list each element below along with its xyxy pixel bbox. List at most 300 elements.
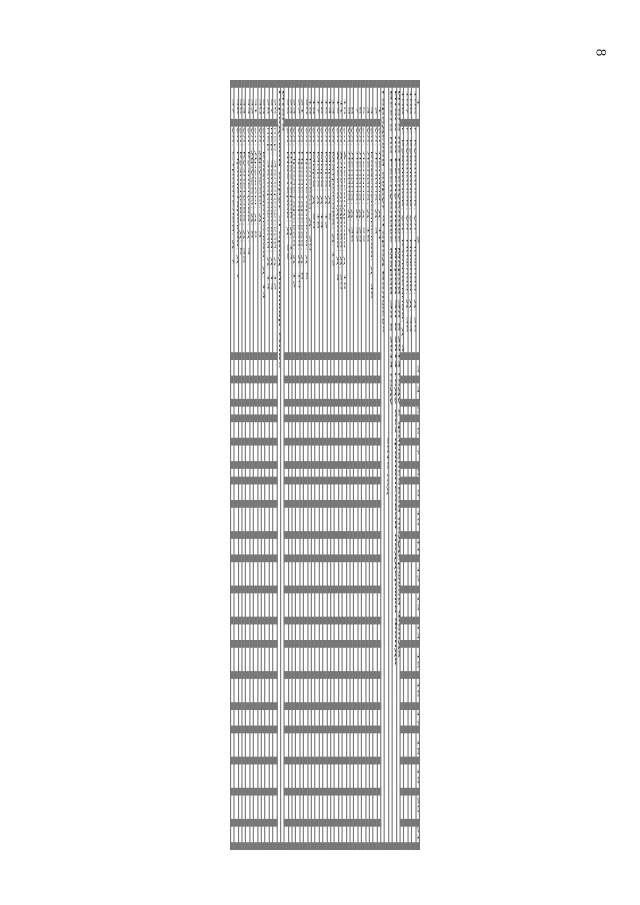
table-cell — [323, 462, 327, 483]
address-cell: ул. Мира, д. 20 — [311, 121, 315, 359]
table-cell — [373, 421, 377, 442]
table-cell: 18 — [311, 84, 315, 121]
table-cell — [362, 421, 366, 442]
table-cell — [408, 462, 412, 483]
table-cell — [238, 761, 242, 790]
table-cell — [292, 733, 296, 762]
table-cell — [257, 462, 261, 483]
table-cell — [335, 560, 339, 589]
table-cell — [369, 790, 373, 819]
table-cell — [254, 359, 258, 380]
table-cell — [288, 379, 292, 400]
table-cell — [315, 503, 319, 532]
table-cell — [261, 532, 265, 560]
table-cell — [362, 819, 366, 848]
table-cell — [369, 462, 373, 483]
table-cell — [261, 589, 265, 618]
table-cell: 36 — [234, 84, 238, 121]
table-cell — [265, 503, 269, 532]
table-cell — [250, 421, 254, 442]
table-cell — [331, 483, 335, 504]
table-cell — [350, 704, 354, 733]
table-cell — [369, 733, 373, 762]
column-header: 10 — [416, 503, 420, 532]
table-cell — [284, 441, 288, 462]
address-cell: г. Кувшинов, ул. Нижняя, д. 34 — [408, 121, 412, 359]
column-header: 14 — [416, 617, 420, 646]
table-cell — [327, 379, 331, 400]
address-cell: ул. Пролетарская, д. 12 — [292, 121, 296, 359]
table-cell — [311, 532, 315, 560]
table-row — [257, 84, 261, 848]
address-cell: ул. Мира, д. 14 — [319, 121, 323, 359]
table-cell: 37 — [230, 84, 234, 121]
table-cell — [284, 462, 288, 483]
table-cell — [311, 400, 315, 421]
table-cell — [338, 704, 342, 733]
table-cell — [284, 532, 288, 560]
table-cell — [269, 560, 273, 589]
table-cell — [261, 704, 265, 733]
table-cell — [346, 675, 350, 704]
table-cell — [342, 379, 346, 400]
table-cell: 26 — [273, 84, 277, 121]
table-cell — [365, 704, 369, 733]
table-cell — [234, 675, 238, 704]
table-cell — [311, 359, 315, 380]
table-cell — [234, 532, 238, 560]
address-cell: ул. Пролетарская, д. 10 — [296, 121, 300, 359]
table-cell — [358, 589, 362, 618]
table-cell — [354, 359, 358, 380]
table-cell — [369, 560, 373, 589]
column-header: 6 — [416, 421, 420, 442]
table-cell — [365, 589, 369, 618]
table-cell — [292, 441, 296, 462]
address-cell: ул. Александрова, д. 18 — [342, 121, 346, 359]
table-cell: 21 — [300, 84, 304, 121]
table-cell — [412, 421, 416, 442]
table-cell: 3 — [369, 84, 373, 121]
table-cell — [265, 617, 269, 646]
table-cell — [350, 560, 354, 589]
table-cell — [331, 503, 335, 532]
table-cell — [242, 819, 246, 848]
table-cell — [331, 646, 335, 675]
table-row — [404, 84, 408, 848]
table-cell — [400, 379, 404, 400]
table-cell — [234, 589, 238, 618]
table-cell — [311, 733, 315, 762]
table-cell — [404, 483, 408, 504]
table-cell — [362, 462, 366, 483]
table-cell — [404, 532, 408, 560]
table-cell — [250, 462, 254, 483]
table-cell — [273, 704, 277, 733]
table-cell — [369, 589, 373, 618]
address-cell: г. Кувшинов, ул. Юбилейная, д. 4 — [400, 121, 404, 359]
table-cell — [315, 400, 319, 421]
table-cell — [319, 421, 323, 442]
table-row — [362, 84, 366, 848]
table-row — [273, 84, 277, 848]
table-cell — [342, 560, 346, 589]
table-cell — [254, 704, 258, 733]
table-cell — [412, 589, 416, 618]
table-cell — [335, 462, 339, 483]
table-cell — [234, 761, 238, 790]
table-cell: 16 — [319, 84, 323, 121]
table-cell — [292, 462, 296, 483]
table-cell — [311, 462, 315, 483]
table-row — [261, 84, 265, 848]
table-cell — [238, 733, 242, 762]
table-row — [377, 84, 381, 848]
table-cell — [292, 503, 296, 532]
table-cell — [300, 617, 304, 646]
table-cell — [342, 503, 346, 532]
table-cell — [230, 532, 234, 560]
table-cell — [288, 503, 292, 532]
table-cell — [311, 379, 315, 400]
table-cell — [412, 704, 416, 733]
table-cell — [408, 441, 412, 462]
table-cell — [404, 646, 408, 675]
table-cell — [261, 790, 265, 819]
table-cell — [369, 441, 373, 462]
table-cell — [273, 790, 277, 819]
table-cell — [296, 761, 300, 790]
table-cell — [377, 503, 381, 532]
table-cell: 13 — [331, 84, 335, 121]
table-cell — [265, 400, 269, 421]
table-cell — [257, 560, 261, 589]
table-cell — [257, 400, 261, 421]
table-cell — [292, 704, 296, 733]
table-cell — [377, 532, 381, 560]
table-cell — [342, 532, 346, 560]
table-cell — [250, 675, 254, 704]
table-cell — [408, 379, 412, 400]
rotated-table-container — [230, 80, 420, 850]
table-cell — [242, 462, 246, 483]
table-cell — [373, 675, 377, 704]
table-cell — [250, 532, 254, 560]
table-cell — [350, 617, 354, 646]
table-cell — [257, 589, 261, 618]
table-cell — [308, 400, 312, 421]
table-cell — [238, 379, 242, 400]
table-cell — [257, 761, 261, 790]
table-cell — [358, 532, 362, 560]
table-cell — [315, 379, 319, 400]
table-cell — [412, 441, 416, 462]
table-cell — [308, 483, 312, 504]
table-cell — [373, 379, 377, 400]
table-cell — [377, 462, 381, 483]
table-cell — [327, 790, 331, 819]
table-cell — [365, 532, 369, 560]
table-cell — [373, 733, 377, 762]
table-cell — [404, 503, 408, 532]
table-cell: 2 — [373, 84, 377, 121]
table-row — [365, 84, 369, 848]
table-cell — [350, 462, 354, 483]
table-cell — [338, 441, 342, 462]
table-cell — [331, 704, 335, 733]
table-cell: 9 — [346, 84, 350, 121]
table-cell — [230, 379, 234, 400]
table-cell — [246, 761, 250, 790]
table-cell — [319, 379, 323, 400]
table-cell — [346, 704, 350, 733]
table-cell — [234, 441, 238, 462]
section-row — [396, 84, 400, 848]
table-cell — [296, 359, 300, 380]
table-cell — [327, 704, 331, 733]
table-cell — [342, 675, 346, 704]
table-cell — [315, 790, 319, 819]
table-cell — [342, 589, 346, 618]
table-cell — [319, 733, 323, 762]
table-cell — [288, 462, 292, 483]
table-cell — [327, 359, 331, 380]
table-cell — [261, 503, 265, 532]
table-cell — [304, 675, 308, 704]
table-cell — [327, 441, 331, 462]
table-cell — [250, 359, 254, 380]
table-row — [311, 84, 315, 848]
table-cell — [296, 704, 300, 733]
table-cell — [250, 617, 254, 646]
section-row — [381, 84, 385, 848]
table-cell — [292, 819, 296, 848]
table-cell — [346, 441, 350, 462]
table-cell — [304, 462, 308, 483]
address-cell: ул. Мира, д. 12 — [323, 121, 327, 359]
table-cell — [408, 483, 412, 504]
table-cell — [265, 646, 269, 675]
address-cell: ул. Мира, д. 18 — [315, 121, 319, 359]
table-cell — [292, 646, 296, 675]
table-cell — [246, 441, 250, 462]
table-cell — [242, 503, 246, 532]
table-cell — [350, 733, 354, 762]
table-cell — [308, 532, 312, 560]
table-cell — [358, 400, 362, 421]
table-cell — [230, 733, 234, 762]
table-cell — [308, 462, 312, 483]
table-cell — [327, 560, 331, 589]
table-cell — [273, 560, 277, 589]
table-cell — [300, 589, 304, 618]
table-cell — [358, 646, 362, 675]
table-cell — [273, 421, 277, 442]
address-cell: ул. Ленина, д. 7 — [346, 121, 350, 359]
table-cell — [311, 589, 315, 618]
table-cell — [358, 503, 362, 532]
table-cell — [338, 589, 342, 618]
table-cell — [284, 503, 288, 532]
table-cell — [373, 617, 377, 646]
table-cell — [300, 761, 304, 790]
table-cell — [377, 819, 381, 848]
table-cell — [250, 761, 254, 790]
table-cell — [238, 790, 242, 819]
table-cell — [377, 790, 381, 819]
table-cell — [408, 704, 412, 733]
table-cell — [315, 462, 319, 483]
table-cell — [362, 379, 366, 400]
table-cell — [408, 675, 412, 704]
table-row — [327, 84, 331, 848]
table-cell — [304, 704, 308, 733]
table-cell — [284, 400, 288, 421]
address-cell: г. Кувшинов, ул. Нижняя, д. 26 — [412, 121, 416, 359]
table-row — [269, 84, 273, 848]
table-cell — [338, 483, 342, 504]
table-cell — [308, 790, 312, 819]
table-cell — [311, 421, 315, 442]
table-cell — [412, 483, 416, 504]
address-cell: ул. Дружбы, д. 4 — [257, 121, 261, 359]
column-header: 15 — [416, 646, 420, 675]
table-cell — [265, 421, 269, 442]
table-cell — [346, 532, 350, 560]
table-cell — [230, 617, 234, 646]
table-cell — [234, 483, 238, 504]
table-cell — [358, 617, 362, 646]
table-cell — [335, 483, 339, 504]
table-cell — [296, 589, 300, 618]
table-row — [315, 84, 319, 848]
table-cell — [269, 421, 273, 442]
table-cell — [342, 733, 346, 762]
table-cell — [265, 790, 269, 819]
table-row — [242, 84, 246, 848]
table-cell — [296, 560, 300, 589]
table-cell — [346, 589, 350, 618]
table-row — [358, 84, 362, 848]
table-cell — [404, 589, 408, 618]
table-cell — [354, 790, 358, 819]
table-cell — [338, 462, 342, 483]
table-cell — [288, 532, 292, 560]
table-cell — [408, 503, 412, 532]
table-cell — [338, 421, 342, 442]
table-cell — [335, 589, 339, 618]
table-cell — [238, 819, 242, 848]
table-cell — [377, 675, 381, 704]
address-cell: ул. Шахтёров, д. 13 — [288, 121, 292, 359]
table-cell — [265, 560, 269, 589]
table-cell — [319, 483, 323, 504]
table-cell — [257, 790, 261, 819]
table-cell — [338, 617, 342, 646]
table-cell — [230, 646, 234, 675]
table-cell — [269, 646, 273, 675]
table-cell — [342, 819, 346, 848]
table-cell — [261, 441, 265, 462]
table-row — [284, 84, 288, 848]
table-cell — [358, 421, 362, 442]
table-cell — [365, 503, 369, 532]
table-cell — [335, 675, 339, 704]
table-cell — [350, 675, 354, 704]
table-cell — [404, 819, 408, 848]
table-cell — [257, 532, 261, 560]
table-row — [350, 84, 354, 848]
table-cell — [242, 761, 246, 790]
table-row — [412, 84, 416, 848]
table-cell — [362, 560, 366, 589]
table-cell — [362, 790, 366, 819]
table-row — [400, 84, 404, 848]
table-cell — [354, 379, 358, 400]
table-cell — [412, 379, 416, 400]
table-cell — [242, 379, 246, 400]
data-table — [230, 80, 420, 852]
column-header: 9 — [416, 483, 420, 504]
table-cell — [250, 733, 254, 762]
table-row — [331, 84, 335, 848]
table-cell — [296, 646, 300, 675]
table-cell — [377, 441, 381, 462]
table-cell: 29 — [261, 84, 265, 121]
table-cell — [346, 617, 350, 646]
address-cell: ул. Пролетарская, д. 5 — [304, 121, 308, 359]
table-cell — [404, 462, 408, 483]
table-cell — [412, 503, 416, 532]
table-cell — [273, 819, 277, 848]
table-cell — [308, 704, 312, 733]
table-cell — [404, 379, 408, 400]
table-cell — [408, 646, 412, 675]
table-cell — [342, 359, 346, 380]
address-cell: ул. Ленина, д. 32 — [354, 121, 358, 359]
column-header: 11 — [416, 532, 420, 560]
table-cell — [342, 462, 346, 483]
table-cell — [404, 704, 408, 733]
table-cell — [304, 790, 308, 819]
table-cell — [346, 359, 350, 380]
table-cell — [284, 359, 288, 380]
table-cell — [296, 441, 300, 462]
table-cell — [323, 675, 327, 704]
table-cell — [338, 359, 342, 380]
table-cell — [412, 560, 416, 589]
column-header: 19 — [416, 761, 420, 790]
table-cell — [273, 400, 277, 421]
table-cell — [308, 359, 312, 380]
table-cell — [308, 733, 312, 762]
table-cell — [412, 646, 416, 675]
table-cell — [269, 503, 273, 532]
table-cell — [265, 379, 269, 400]
table-cell — [246, 704, 250, 733]
table-cell — [261, 819, 265, 848]
table-cell — [331, 761, 335, 790]
table-cell — [230, 589, 234, 618]
table-cell — [327, 617, 331, 646]
table-cell — [327, 532, 331, 560]
table-cell — [369, 503, 373, 532]
table-cell — [331, 400, 335, 421]
table-cell — [350, 483, 354, 504]
table-cell — [350, 646, 354, 675]
table-row — [230, 84, 234, 848]
table-cell — [354, 761, 358, 790]
